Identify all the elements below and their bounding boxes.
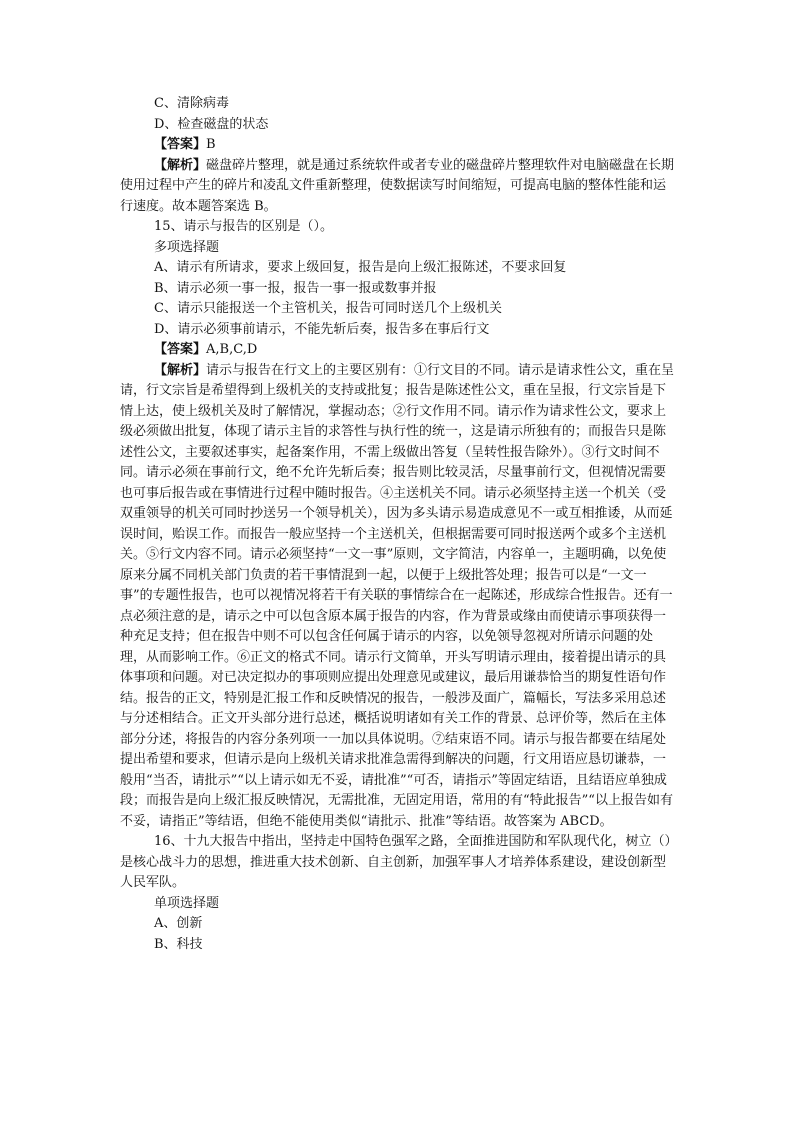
q16-option-b: B、科技 xyxy=(154,936,203,952)
answer-value: B xyxy=(206,137,216,152)
analysis-text: 磁盘碎片整理，就是通过系统软件或者专业的磁盘碎片整理软件对电脑磁盘在长期使用过程中产生的碎片和凌乱文件重新整理，使数据读写时间缩短，可提高电脑的整体性能和运行速度。故本题答案选 B。 xyxy=(120,157,675,214)
q15-analysis xyxy=(120,361,678,833)
q15-type: 多项选择题 xyxy=(154,239,220,255)
answer-value: A,B,C,D xyxy=(206,342,258,357)
answer-label: 【答案】 xyxy=(154,137,207,152)
q16-option-a: A、创新 xyxy=(154,916,203,931)
q15-question: 15、请示与报告的区别是（）。 xyxy=(154,219,334,234)
q14-answer xyxy=(120,135,678,156)
q15-answer xyxy=(120,340,678,361)
q15-option-b: B、请示必须一事一报，报告一事一报或数事并报 xyxy=(154,280,437,296)
q16-question: 16、十九大报告中指出，坚持走中国特色强军之路，全面推进国防和军队现代化，树立（）是核心战斗力的思想，推进重大技术创新、自主创新，加强军事人才培养体系建设，建设创新型人民军队。 xyxy=(120,834,678,890)
q14-option-c: C、清除病毒 xyxy=(154,96,229,111)
analysis-label: 【解析】 xyxy=(154,362,207,378)
q14-option-d: D、检查磁盘的状态 xyxy=(154,116,269,132)
q14-analysis xyxy=(120,156,678,218)
analysis-label: 【解析】 xyxy=(154,157,207,173)
q15-option-d: D、请示必须事前请示，不能先斩后奏，报告多在事后行文 xyxy=(154,321,490,337)
q15-option-c: C、请示只能报送一个主管机关，报告可同时送几个上级机关 xyxy=(154,301,502,316)
analysis-text: 请示与报告在行文上的主要区别有：①行文目的不同。请示是请求性公文，重在呈请，行文宗旨是希望得到上级机关的支持或批复；报告是陈述性公文，重在呈报，行文宗旨是下情上达，使上级机关及时了解情况，掌握动态；②行文作用不同。请示作为请求性公文，要求上级必须做出批复，体现了请示主旨的求答性与执行性的统一，这是请示所独有的；而报告只是陈述性公文，主要叙述事实，起备案作用，不需上级做出答复（呈转性报告除外）。③行文时间不同。请示必须在事前行文，绝不允许先斩后奏；报告则比较灵活，尽量事前行文，但视情况需要也可事后报告或在事情进行过程中随时报告。④主送机关不同。请示必须坚持主送一个机关（受双重领导的机关可同时抄送另一个领导机关），因为多头请示易造成意见不一或互相推诿，从而延误时间，贻误工作。而报告一般应坚持一个主送机关，但根据需要可同时报送两个或多个主送机关。⑤行文内容不同。请示必须坚持“一文一事”原则，文字简洁，内容单一，主题明确，以免使原来分属不同机关部门负责的若干事情混到一起，以便于上级批答处理；报告可以是“一文一事”的专题性报告，也可以视情况将若干有关联的事情综合在一起陈述，形成综合性报告。还有一点必须注意的是，请示之中可以包含原本属于报告的内容，作为背景或缘由而使请示事项获得一种充足支持；但在报告中则不可以包含任何属于请示的内容，以免领导忽视对所请示问题的处理，从而影响工作。⑥正文的格式不同。请示行文简单，开头写明请示理由，接着提出请示的具体事项和问题。对已决定拟办的事项则应提出处理意见或建议，最后用谦恭恰当的期复性语句作结。报告的正文，特别是汇报工作和反映情况的报告，一般涉及面广，篇幅长，写法多采用总述与分述相结合。正文开头部分进行总述，概括说明诸如有关工作的背景、总评价等，然后在主体部分分述，将报告的内容分条列项一一加以具体说明。⑦结束语不同。请示与报告都要在结尾处提出希望和要求，但请示是向上级机关请求批准急需得到解决的问题，行文用语应恳切谦恭，一般用“当否，请批示”“以上请示如无不妥，请批准”“可否，请指示”等固定结语，且结语应单独成段；而报告是向上级汇报反映情况，无需批准，无固定用语，常用的有“特此报告”“以上报告如有不妥，请指正”等结语，但绝不能使用类似“请批示、批准”等结语。故答案为 ABCD。 xyxy=(120,362,675,829)
q16-type: 单项选择题 xyxy=(154,895,220,911)
answer-label: 【答案】 xyxy=(154,342,207,357)
q15-option-a: A、请示有所请求，要求上级回复，报告是向上级汇报陈述，不要求回复 xyxy=(154,260,567,275)
